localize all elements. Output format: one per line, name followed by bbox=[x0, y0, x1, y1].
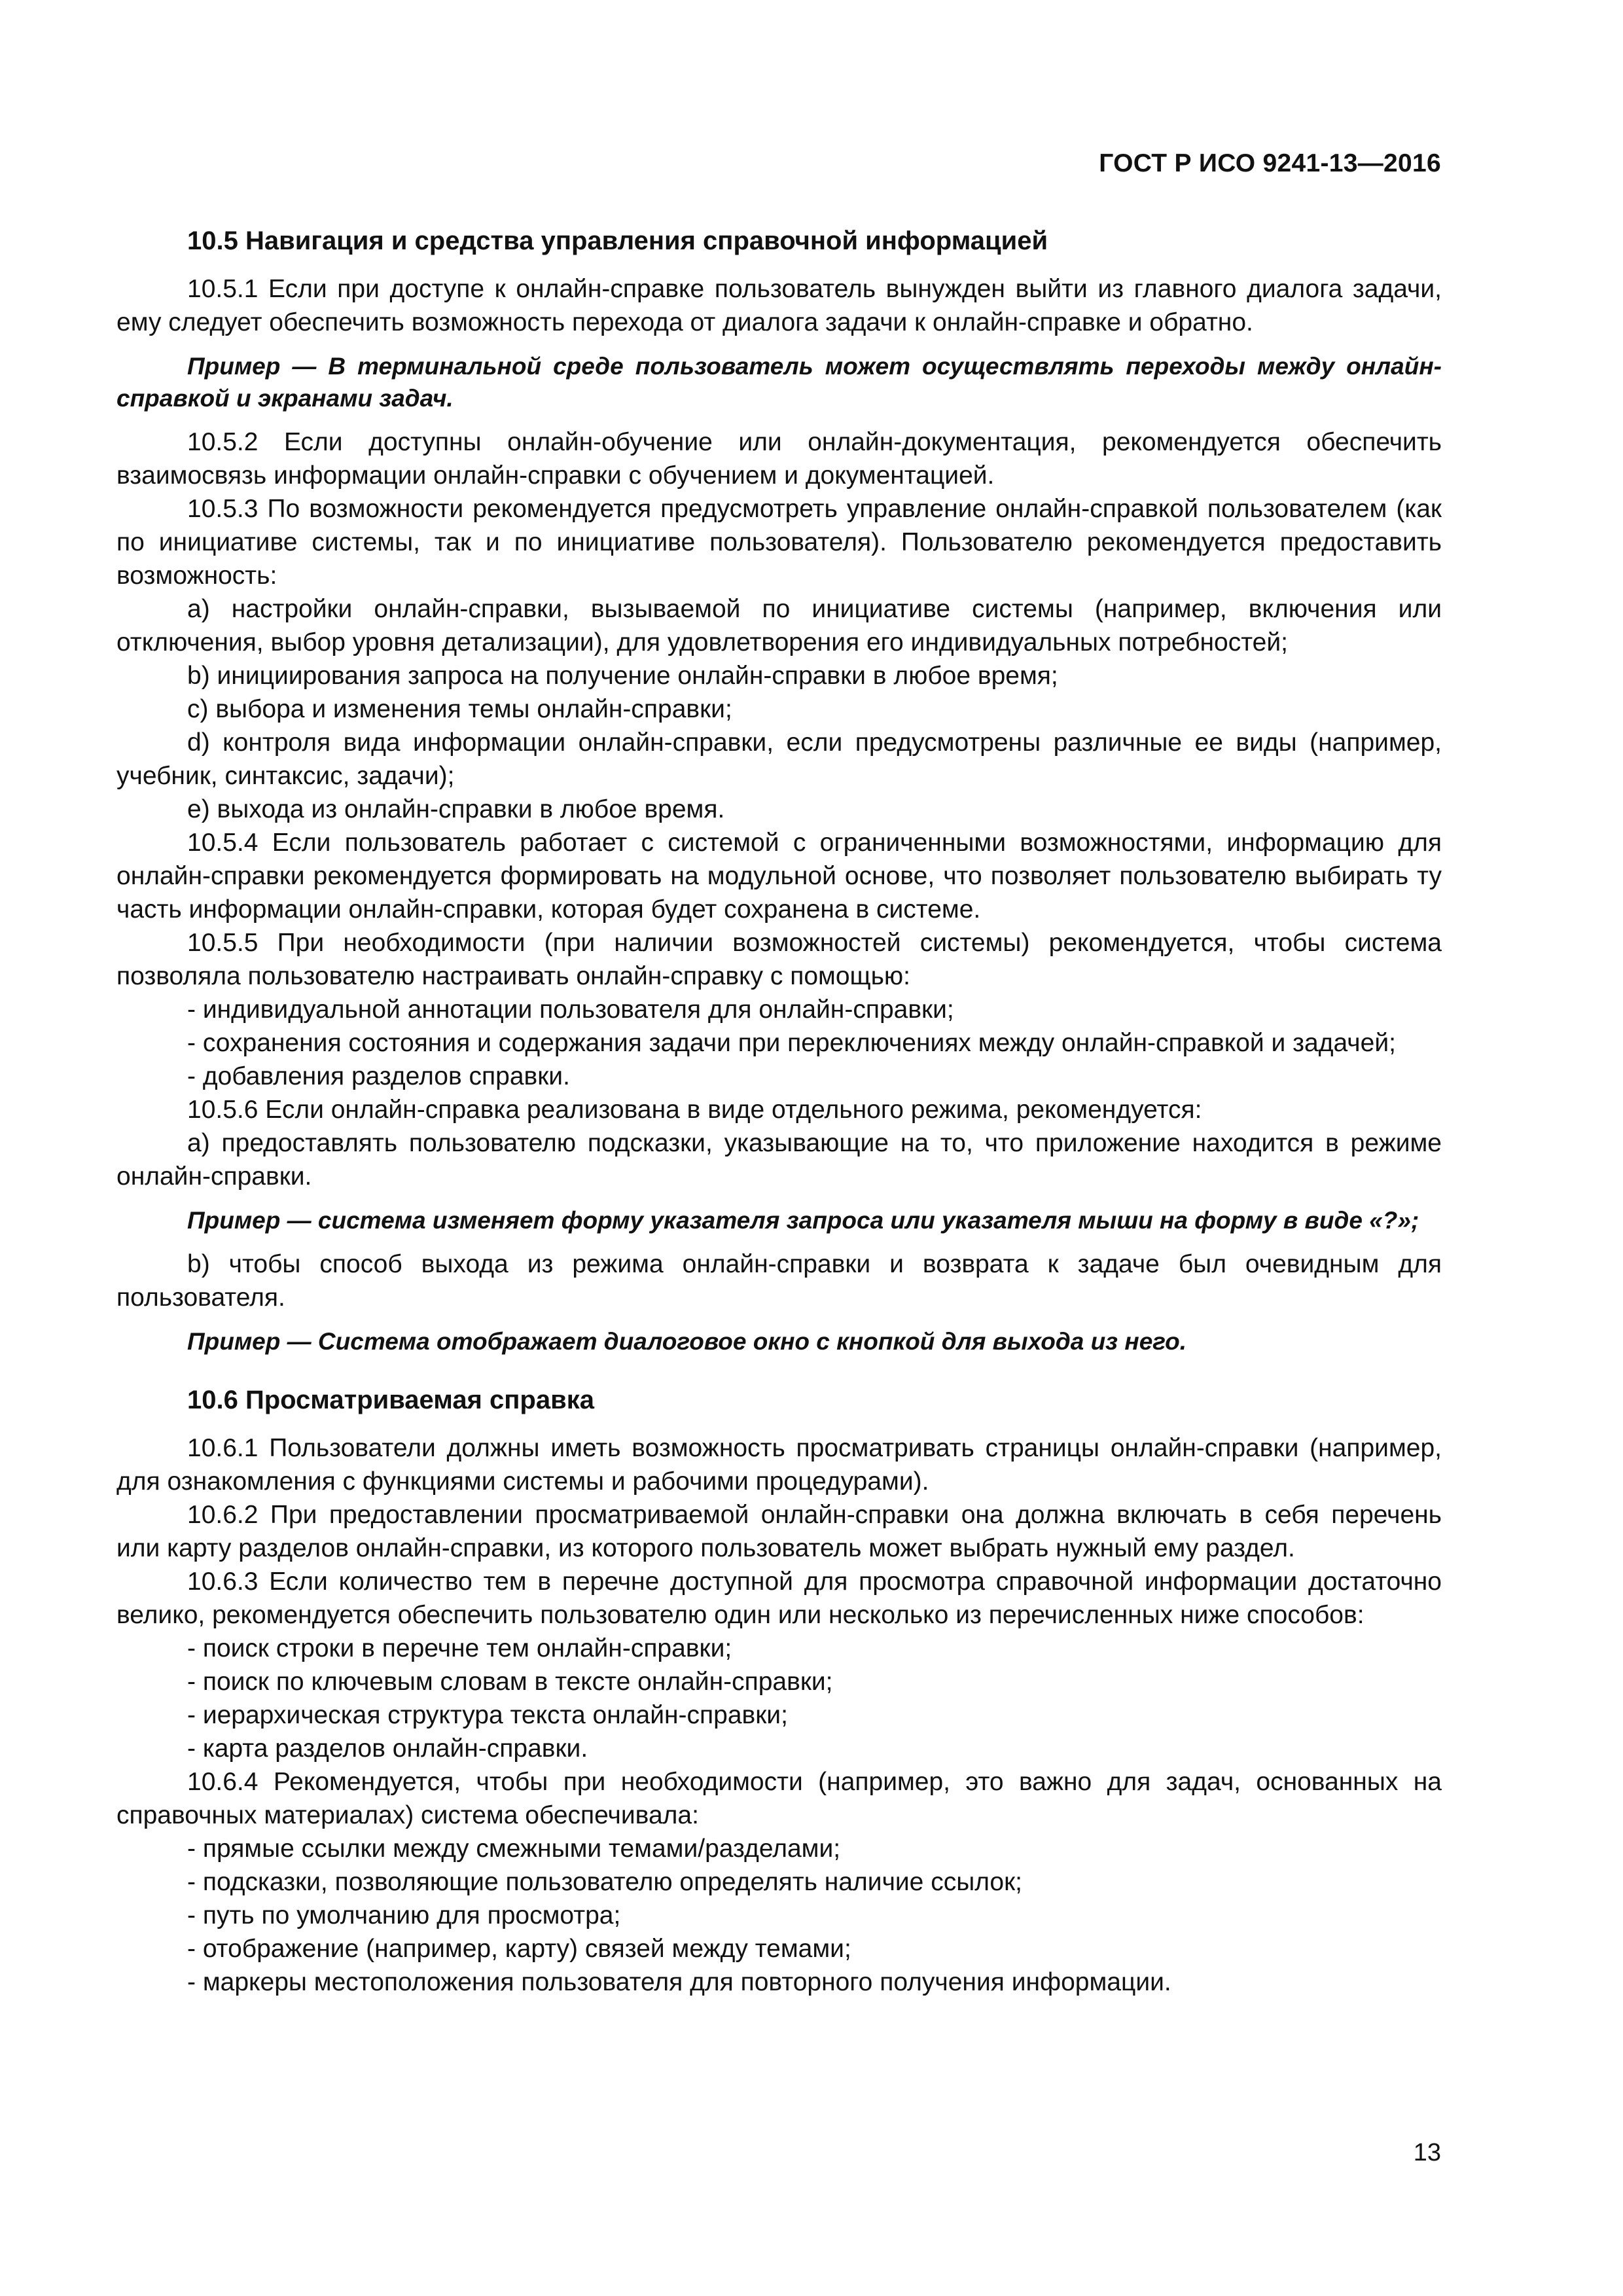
paragraph-10-6-4: 10.6.4 Рекомендуется, чтобы при необходимости (например, это важно для задач, основанных на справочных материалах) система обеспечивала: bbox=[116, 1768, 1442, 1829]
paragraph-10-5-6: 10.5.6 Если онлайн-справка реализована в виде отдельного режима, рекомендуется: bbox=[187, 1096, 1202, 1124]
paragraph-10-5-1: 10.5.1 Если при доступе к онлайн-справке пользователь вынужден выйти из главного диалога задачи, ему следует обеспечить возможность перехода от диалога задачи к онлайн-справке и обратно. bbox=[116, 275, 1442, 336]
paragraph-10-5-4: 10.5.4 Если пользователь работает с системой с ограниченными возможностями, информацию для онлайн-справки рекомендуется формировать на модульной основе, что позволяет пользователю выбирать ту часть информации онлайн-справки, которая будет сохранена в системе. bbox=[116, 829, 1442, 924]
document-code-header: ГОСТ Р ИСО 9241-13—2016 bbox=[1099, 149, 1441, 177]
list-item: a) предоставлять пользователю подсказки, указывающие на то, что приложение находится в режиме онлайн-справки. bbox=[116, 1129, 1442, 1191]
paragraph-10-5-3: 10.5.3 По возможности рекомендуется предусмотреть управление онлайн-справкой пользователем (как по инициативе системы, так и по инициативе пользователя). Пользователю рекомендуется предоставить возможность: bbox=[116, 495, 1442, 590]
list-item: d) контроля вида информации онлайн-справки, если предусмотрены различные ее виды (например, учебник, синтаксис, задачи); bbox=[116, 728, 1442, 790]
list-item: - сохранения состояния и содержания задачи при переключениях между онлайн-справкой и задачей; bbox=[187, 1029, 1396, 1057]
list-item: e) выхода из онлайн-справки в любое время. bbox=[187, 795, 725, 823]
list-item: - иерархическая структура текста онлайн-справки; bbox=[187, 1701, 788, 1729]
list-item: a) настройки онлайн-справки, вызываемой по инициативе системы (например, включения или отключения, выбор уровня детализации), для удовлетворения его индивидуальных потребностей; bbox=[116, 595, 1442, 656]
paragraph-10-6-3: 10.6.3 Если количество тем в перечне доступной для просмотра справочной информации достаточно велико, рекомендуется обеспечить пользователю один или несколько из перечисленных ниже способов: bbox=[116, 1568, 1442, 1629]
example-note: Пример — В терминальной среде пользователь может осуществлять переходы между онлайн-справкой и экранами задач. bbox=[116, 353, 1442, 412]
list-item: - подсказки, позволяющие пользователю определять наличие ссылок; bbox=[187, 1868, 1023, 1896]
list-item: - поиск по ключевым словам в тексте онлайн-справки; bbox=[187, 1668, 833, 1696]
paragraph-10-6-1: 10.6.1 Пользователи должны иметь возможность просматривать страницы онлайн-справки (например, для ознакомления с функциями системы и рабочими процедурами). bbox=[116, 1434, 1442, 1496]
list-item: - карта разделов онлайн-справки. bbox=[187, 1734, 588, 1763]
example-note: Пример — система изменяет форму указателя запроса или указателя мыши на форму в виде «?»; bbox=[187, 1207, 1419, 1234]
paragraph-10-6-2: 10.6.2 При предоставлении просматриваемой онлайн-справки она должна включать в себя перечень или карту разделов онлайн-справки, из которого пользователь может выбрать нужный ему раздел. bbox=[116, 1501, 1442, 1562]
list-item: - индивидуальной аннотации пользователя для онлайн-справки; bbox=[187, 996, 954, 1024]
list-item: - маркеры местоположения пользователя для повторного получения информации. bbox=[187, 1968, 1171, 1996]
list-item: - прямые ссылки между смежными темами/разделами; bbox=[187, 1835, 841, 1863]
list-item: b) чтобы способ выхода из режима онлайн-справки и возврата к задаче был очевидным для пользователя. bbox=[116, 1250, 1442, 1312]
list-item: - добавления разделов справки. bbox=[187, 1062, 570, 1090]
section-heading-10-6: 10.6 Просматриваемая справка bbox=[187, 1386, 594, 1414]
example-note: Пример — Система отображает диалоговое окно с кнопкой для выхода из него. bbox=[187, 1328, 1186, 1355]
document-body bbox=[116, 215, 1442, 1999]
page-number: 13 bbox=[1413, 2139, 1441, 2166]
list-item: - путь по умолчанию для просмотра; bbox=[187, 1901, 621, 1929]
list-item: - поиск строки в перечне тем онлайн-справки; bbox=[187, 1634, 732, 1662]
list-item: - отображение (например, карту) связей между темами; bbox=[187, 1935, 851, 1963]
list-item: b) инициирования запроса на получение онлайн-справки в любое время; bbox=[187, 662, 1058, 690]
paragraph-10-5-2: 10.5.2 Если доступны онлайн-обучение или онлайн-документация, рекомендуется обеспечить взаимосвязь информации онлайн-справки с обучением и документацией. bbox=[116, 428, 1442, 490]
section-heading-10-5: 10.5 Навигация и средства управления справочной информацией bbox=[187, 226, 1048, 255]
paragraph-10-5-5: 10.5.5 При необходимости (при наличии возможностей системы) рекомендуется, чтобы система позволяла пользователю настраивать онлайн-справку с помощью: bbox=[116, 929, 1442, 990]
list-item: c) выбора и изменения темы онлайн-справки; bbox=[187, 695, 732, 723]
